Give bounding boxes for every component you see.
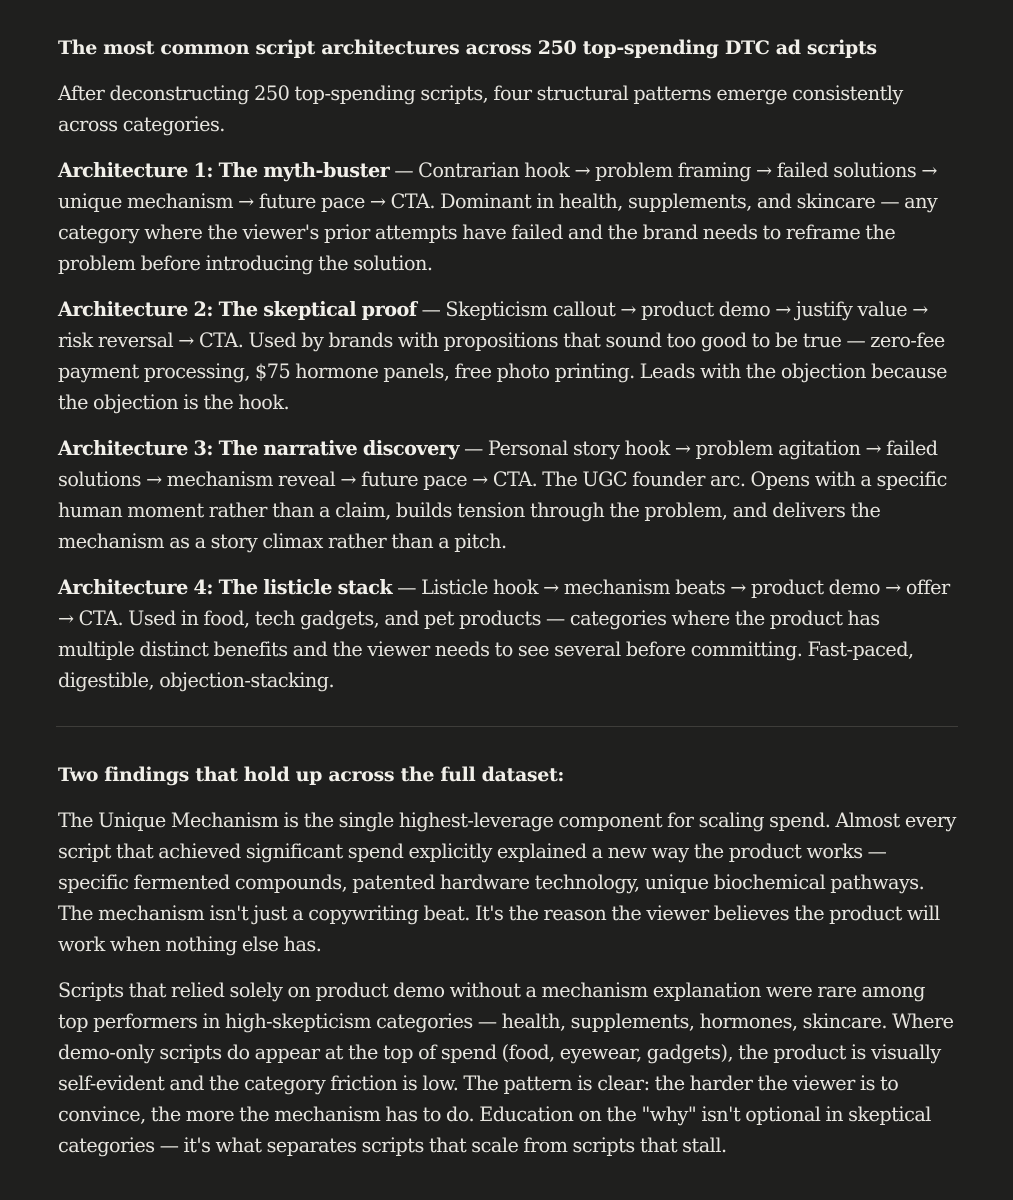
architecture-4-title: Architecture 4: The listicle stack	[58, 576, 393, 599]
architecture-2-title: Architecture 2: The skeptical proof	[58, 298, 417, 321]
architecture-3-body: — Personal story hook → problem agitation → failed solutions → mechanism reveal → future pace → CTA. The UGC founder arc. Opens with a specific human moment rather than a claim, builds tension through the problem, and delivers the mechanism as a story climax rather than a pitch.	[58, 437, 947, 553]
section-heading-findings: Two findings that hold up across the full dataset:	[58, 764, 565, 786]
architecture-1-title: Architecture 1: The myth-buster	[58, 159, 390, 182]
architecture-2-body: — Skepticism callout → product demo → justify value → risk reversal → CTA. Used by brands with propositions that sound too good to be true — zero-fee payment processing, $75 hormone panels, free photo printing. Leads with the objection because the objection is the hook.	[58, 298, 947, 414]
intro-paragraph: After deconstructing 250 top-spending scripts, four structural patterns emerge consistently across categories.	[58, 82, 903, 136]
architecture-1-paragraph	[58, 155, 957, 279]
architecture-3-paragraph	[58, 433, 957, 557]
architecture-1-body: — Contrarian hook → problem framing → failed solutions → unique mechanism → future pace → CTA. Dominant in health, supplements, and skincare — any category where the viewer's prior attempts have failed and the brand needs to reframe the problem before introducing the solution.	[58, 159, 938, 275]
architecture-2-paragraph	[58, 294, 957, 418]
finding-2-paragraph: Scripts that relied solely on product demo without a mechanism explanation were rare among top performers in high-skepticism categories — health, supplements, hormones, skincare. Where demo-only scripts do appear at the top of spend (food, eyewear, gadgets), the product is visually self-evident and the category friction is low. The pattern is clear: the harder the viewer is to convince, the more the mechanism has to do. Education on the "why" isn't optional in skeptical categories — it's what separates scripts that scale from scripts that stall.	[58, 979, 954, 1157]
architecture-4-body: — Listicle hook → mechanism beats → product demo → offer → CTA. Used in food, tech gadgets, and pet products — categories where the product has multiple distinct benefits and the viewer needs to see several before committing. Fast-paced, digestible, objection-stacking.	[58, 576, 950, 692]
finding-1-paragraph: The Unique Mechanism is the single highest-leverage component for scaling spend. Almost every script that achieved significant spend explicitly explained a new way the product works — specific fermented compounds, patented hardware technology, unique biochemical pathways. The mechanism isn't just a copywriting beat. It's the reason the viewer believes the product will work when nothing else has.	[58, 809, 956, 956]
architecture-4-paragraph	[58, 572, 957, 696]
section-divider	[56, 726, 958, 727]
architecture-3-title: Architecture 3: The narrative discovery	[58, 437, 460, 460]
section-heading-architectures: The most common script architectures across 250 top-spending DTC ad scripts	[58, 37, 877, 59]
